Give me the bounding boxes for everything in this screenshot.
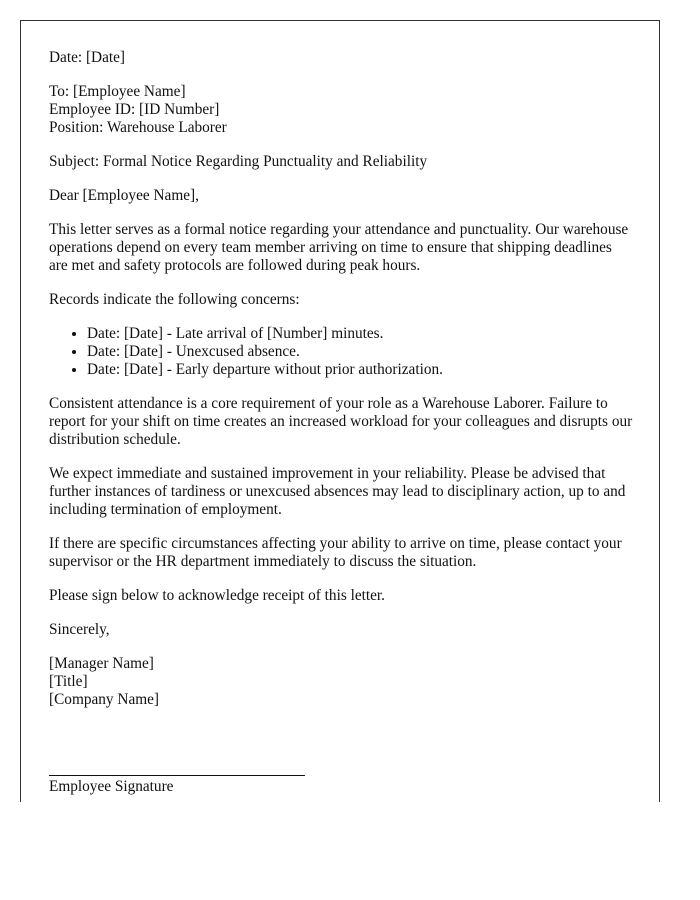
sender-name: [Manager Name] [49, 655, 154, 672]
recipient-to: To: [Employee Name] [49, 83, 186, 100]
signature-area [49, 775, 305, 796]
date-line: Date: [Date] [49, 49, 126, 66]
signature-line [49, 775, 305, 776]
subject-line: Subject: Formal Notice Regarding Punctuality and Reliability [49, 153, 428, 170]
paragraph-contact: If there are specific circumstances affecting your ability to arrive on time, please contact your supervisor or the HR department immediately to discuss the situation. [49, 535, 622, 570]
paragraph-expectation: We expect immediate and sustained improvement in your reliability. Please be advised that further instances of tardiness or unexcused absences may lead to disciplinary action, up to and including termination of employment. [49, 465, 626, 518]
paragraph-requirement: Consistent attendance is a core requirement of your role as a Warehouse Laborer. Failure to report for your shift on time creates an increased workload for your colleagues and disrupts our distribution schedule. [49, 395, 633, 448]
list-item: • Date: [Date] - Unexcused absence. [87, 343, 634, 361]
sender-company: [Company Name] [49, 691, 160, 708]
paragraph-sign: Please sign below to acknowledge receipt of this letter. [49, 587, 386, 604]
closing: Sincerely, [49, 621, 110, 638]
sender-title: [Title] [49, 673, 88, 690]
recipient-employee-id: Employee ID: [ID Number] [49, 101, 220, 118]
list-item: • Date: [Date] - Early departure without prior authorization. [87, 361, 634, 379]
salutation: Dear [Employee Name], [49, 187, 199, 204]
recipient-block [49, 83, 634, 137]
concerns-list [49, 325, 634, 379]
sender-block [49, 655, 634, 709]
paragraph-intro: This letter serves as a formal notice regarding your attendance and punctuality. Our warehouse operations depend on every team member arriving on time to ensure that shipping deadlines are met and safety protocols are followed during peak hours. [49, 221, 629, 274]
letter-page [20, 20, 660, 802]
recipient-position: Position: Warehouse Laborer [49, 119, 227, 136]
signature-label: Employee Signature [49, 778, 174, 795]
records-intro: Records indicate the following concerns: [49, 291, 300, 308]
list-item: • Date: [Date] - Late arrival of [Number] minutes. [87, 325, 634, 343]
letter-body [49, 49, 634, 725]
